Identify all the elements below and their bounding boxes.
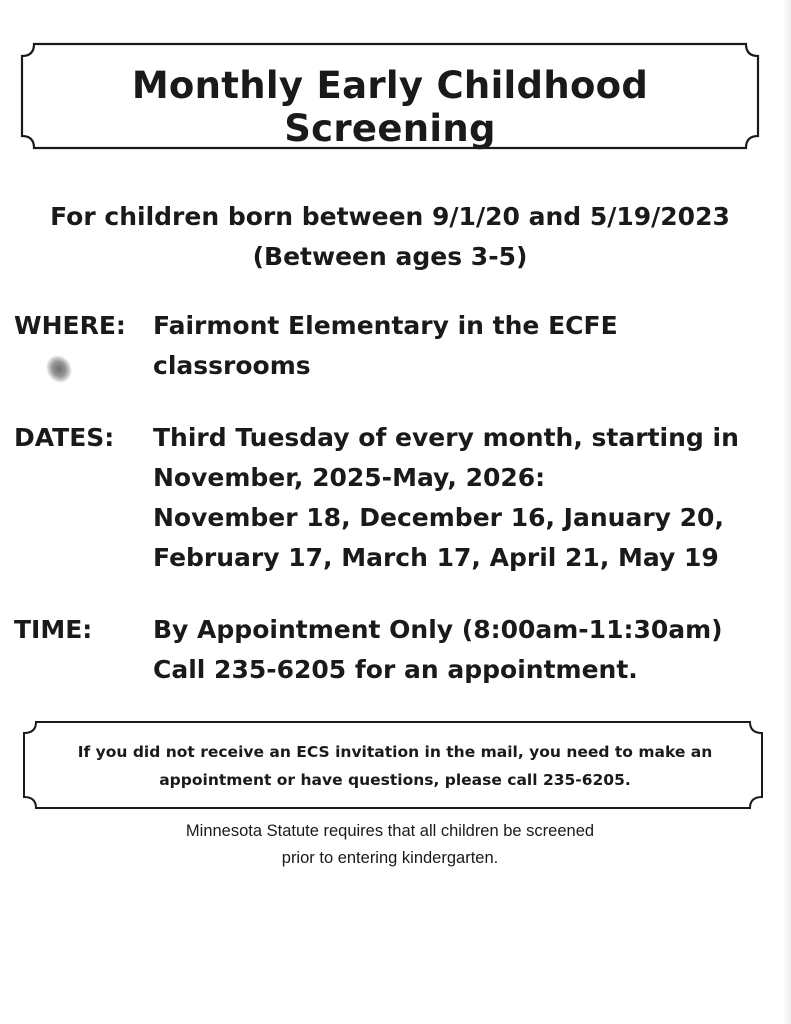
notice-line: appointment or have questions, please call 235-6205. xyxy=(159,771,631,789)
time-line: Call 235-6205 for an appointment. xyxy=(153,655,638,684)
notice-line: If you did not receive an ECS invitation in the mail, you need to make an xyxy=(77,743,713,761)
dates-line: Third Tuesday of every month, starting in xyxy=(153,423,739,452)
where-label: WHERE: xyxy=(14,311,126,340)
statute-line: prior to entering kindergarten. xyxy=(281,849,499,867)
page-title: Monthly Early Childhood Screening xyxy=(131,64,649,150)
notice-text xyxy=(40,738,750,794)
time-line: By Appointment Only (8:00am-11:30am) xyxy=(153,615,723,644)
eligibility-block xyxy=(0,197,780,277)
time-label: TIME: xyxy=(14,615,93,644)
dates-line: February 17, March 17, April 21, May 19 xyxy=(153,543,719,572)
where-value xyxy=(153,306,783,386)
dates-value xyxy=(153,418,783,578)
dates-label: DATES: xyxy=(14,423,115,452)
eligibility-ages: (Between ages 3-5) xyxy=(252,242,528,271)
dates-line: November, 2025-May, 2026: xyxy=(153,463,546,492)
where-line: Fairmont Elementary in the ECFE xyxy=(153,311,618,340)
eligibility-dates: For children born between 9/1/20 and 5/19/2023 xyxy=(50,202,730,231)
statute-line: Minnesota Statute requires that all children be screened xyxy=(185,822,595,840)
time-value xyxy=(153,610,783,690)
where-line: classrooms xyxy=(153,351,311,380)
statute-note xyxy=(60,818,720,872)
dates-line: November 18, December 16, January 20, xyxy=(153,503,724,532)
